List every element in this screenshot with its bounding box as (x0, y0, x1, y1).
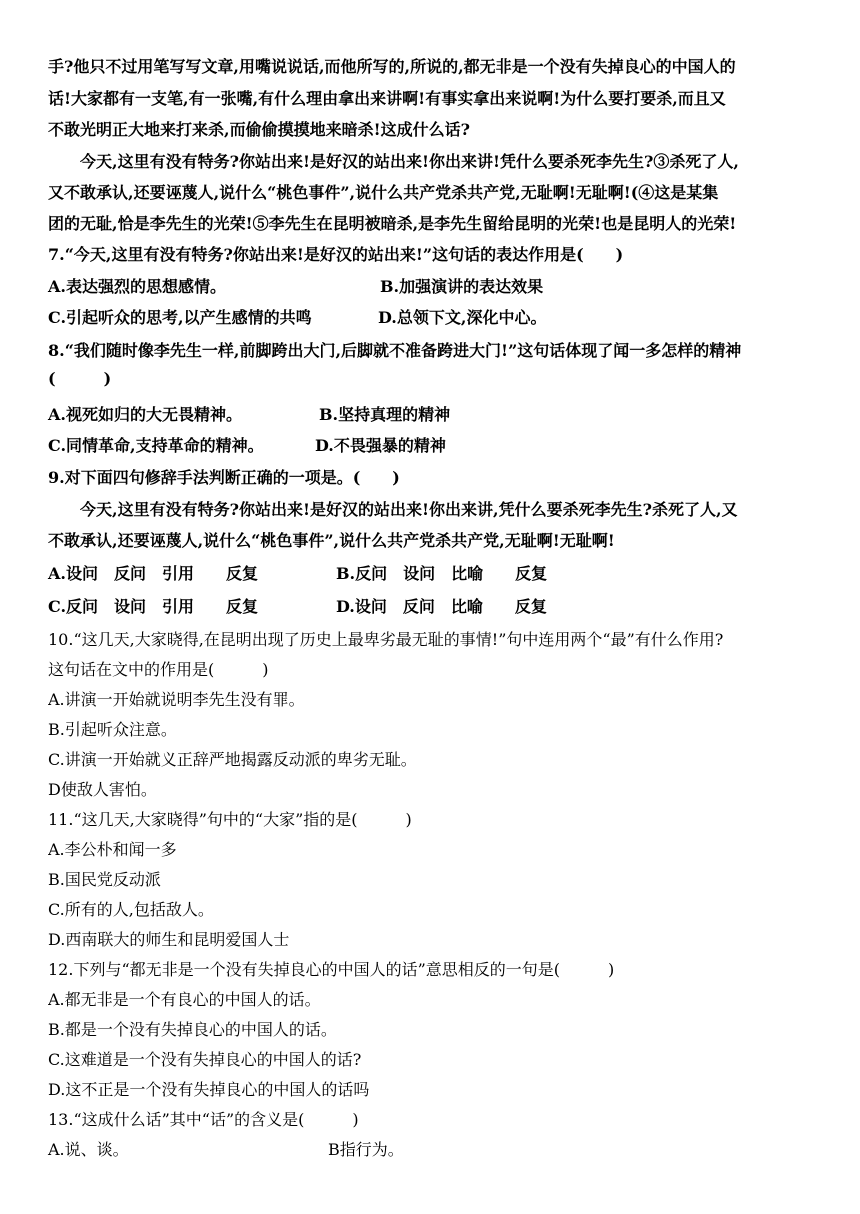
question-10-option-a[interactable]: A.讲演一开始就说明李先生没有罪。 (48, 690, 305, 709)
passage-line: 手?他只不过用笔写写文章,用嘴说说话,而他所写的,所说的,都无非是一个没有失掉良心的中国人的 (48, 57, 736, 76)
question-8-option-c[interactable]: C.同情革命,支持革命的精神。 (48, 436, 264, 455)
question-8-option-b[interactable]: B.坚持真理的精神 (319, 405, 451, 424)
passage-line: 今天,这里有没有特务?你站出来!是好汉的站出来!你出来讲!凭什么要杀死李先生?③杀死了人, (80, 152, 739, 171)
question-7-option-c[interactable]: C.引起听众的思考,以产生感情的共鸣 (48, 308, 312, 327)
question-10-stem: 10.“这几天,大家晓得,在昆明出现了历史上最卑劣最无耻的事情!”句中连用两个“最”有什么作用? (48, 630, 724, 649)
question-8-stem: 8.“我们随时像李先生一样,前脚跨出大门,后脚就不准备跨进大门!”这句话体现了闻一多怎样的精神 (48, 341, 742, 360)
passage-line: 又不敢承认,还要诬蔑人,说什么“桃色事件”,说什么共产党杀共产党,无耻啊!无耻啊!(④这是某集 (48, 183, 719, 202)
passage-line: 团的无耻,恰是李先生的光荣!⑤李先生在昆明被暗杀,是李先生留给昆明的光荣!也是昆明人的光荣! (48, 214, 737, 233)
question-8-option-a[interactable]: A.视死如归的大无畏精神。 (48, 405, 242, 424)
passage-line: 话!大家都有一支笔,有一张嘴,有什么理由拿出来讲啊!有事实拿出来说啊!为什么要打要杀,而且又 (48, 89, 726, 108)
question-9-quote-cont: 不敢承认,还要诬蔑人,说什么“桃色事件”,说什么共产党杀共产党,无耻啊!无耻啊! (48, 531, 615, 550)
question-7-option-d[interactable]: D.总领下文,深化中心。 (378, 308, 547, 327)
question-9-option-d[interactable]: D.设问 反问 比喻 反复 (336, 597, 547, 616)
question-13-option-b[interactable]: B指行为。 (328, 1140, 404, 1159)
question-7-option-a[interactable]: A.表达强烈的思想感情。 (48, 277, 226, 296)
question-13-option-a[interactable]: A.说、谈。 (48, 1140, 129, 1159)
passage-line: 不敢光明正大地来打来杀,而偷偷摸摸地来暗杀!这成什么话? (48, 120, 470, 139)
question-10-option-d[interactable]: D使敌人害怕。 (48, 780, 157, 799)
question-12-option-b[interactable]: B.都是一个没有失掉良心的中国人的话。 (48, 1020, 337, 1039)
question-9-option-b[interactable]: B.反问 设问 比喻 反复 (336, 564, 548, 583)
question-7-option-b[interactable]: B.加强演讲的表达效果 (380, 277, 544, 296)
question-10-option-c[interactable]: C.讲演一开始就义正辞严地揭露反动派的卑劣无耻。 (48, 750, 417, 769)
question-11-option-b[interactable]: B.国民党反动派 (48, 870, 161, 889)
question-9-stem: 9.对下面四句修辞手法判断正确的一项是。( ) (48, 468, 400, 487)
question-11-stem: 11.“这几天,大家晓得”句中的“大家”指的是( ) (48, 810, 412, 829)
question-8-option-d[interactable]: D.不畏强暴的精神 (315, 436, 446, 455)
question-11-option-c[interactable]: C.所有的人,包括敌人。 (48, 900, 214, 919)
question-10-stem-cont: 这句话在文中的作用是( ) (48, 660, 269, 679)
question-11-option-a[interactable]: A.李公朴和闻一多 (48, 840, 177, 859)
question-12-option-a[interactable]: A.都无非是一个有良心的中国人的话。 (48, 990, 321, 1009)
question-9-quote: 今天,这里有没有特务?你站出来!是好汉的站出来!你出来讲,凭什么要杀死李先生?杀死了人,又 (80, 500, 738, 519)
question-12-option-c[interactable]: C.这难道是一个没有失掉良心的中国人的话? (48, 1050, 362, 1069)
question-10-option-b[interactable]: B.引起听众注意。 (48, 720, 177, 739)
question-11-option-d[interactable]: D.西南联大的师生和昆明爱国人士 (48, 930, 290, 949)
question-7-stem: 7.“今天,这里有没有特务?你站出来!是好汉的站出来!”这句话的表达作用是( ) (48, 245, 624, 264)
question-13-stem: 13.“这成什么话”其中“话”的含义是( ) (48, 1110, 359, 1129)
question-8-stem-cont: ( ) (48, 369, 112, 388)
question-9-option-a[interactable]: A.设问 反问 引用 反复 (48, 564, 258, 583)
question-12-option-d[interactable]: D.这不正是一个没有失掉良心的中国人的话吗 (48, 1080, 370, 1099)
question-12-stem: 12.下列与“都无非是一个没有失掉良心的中国人的话”意思相反的一句是( ) (48, 960, 615, 979)
question-9-option-c[interactable]: C.反问 设问 引用 反复 (48, 597, 259, 616)
